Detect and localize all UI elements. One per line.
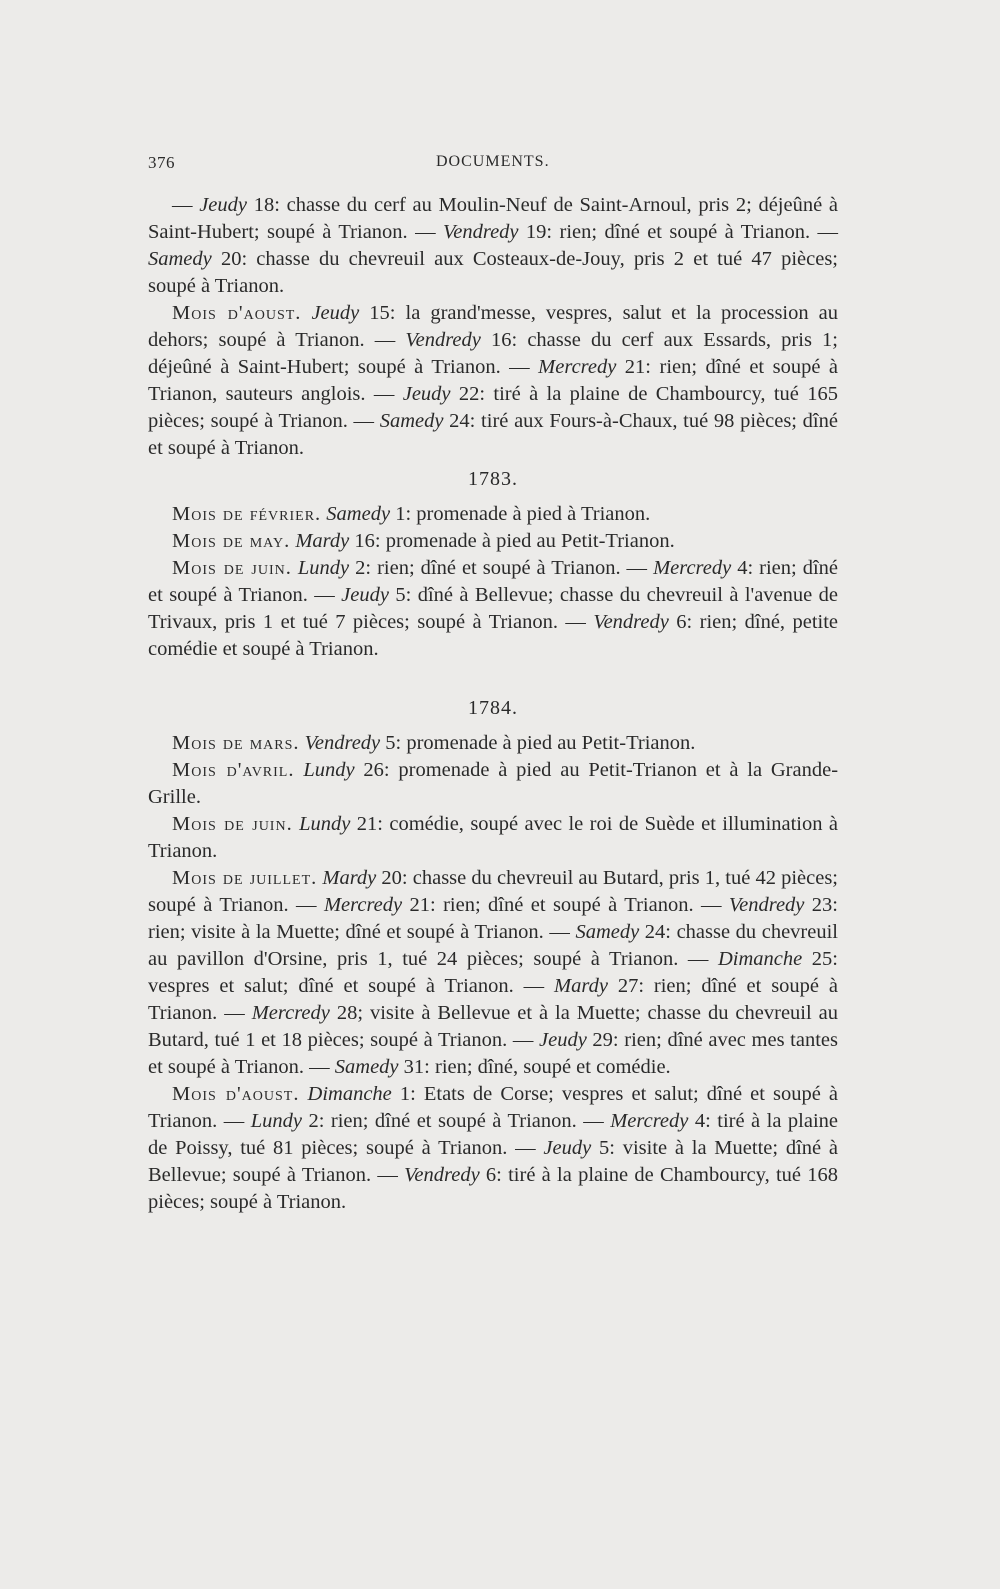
paragraph-july-1782-end: — Jeudy 18: chasse du cerf au Moulin-Neuf de Saint-Arnoul, pris 2; déjeûné à Saint-Hubert; soupé à Trianon. — Vendredy 19: rien; dîné et soupé à Trianon. — Samedy 20: chasse du chevreuil aux Costeaux-de-Jouy, pris 2 et tué 47 pièces; soupé à Trianon. xyxy=(148,194,838,297)
month-heading: Mois de juin. xyxy=(172,813,293,835)
day-name: Jeudy xyxy=(539,1029,587,1051)
day-name: Jeudy xyxy=(341,584,389,606)
month-heading: Mois de juillet. xyxy=(172,867,318,889)
paragraph-aoust-1784: Mois d'aoust. Dimanche 1: Etats de Corse; vespres et salut; dîné et soupé à Trianon. — Lundy 2: rien; dîné et soupé à Trianon. — Mercredy 4: tiré à la plaine de Poissy, tué 81 pièces; soupé à Trianon. — Jeudy 5: visite à la Muette; dîné à Bellevue; soupé à Trianon. — Vendredy 6: tiré à la plaine de Chambourcy, tué 168 pièces; soupé à Trianon. xyxy=(148,1083,839,1213)
month-heading: Mois de février. xyxy=(172,503,322,525)
day-name: Dimanche xyxy=(717,948,803,970)
day-name: Mercredy xyxy=(610,1110,689,1132)
day-name: Vendredy xyxy=(404,1164,480,1186)
day-name: Jeudy xyxy=(311,302,360,324)
paragraph-avril-1784: Mois d'avril. Lundy 26: promenade à pied au Petit-Trianon et à la Grande-Grille. xyxy=(148,759,839,808)
paragraph-may-1783: Mois de may. Mardy 16: promenade à pied au Petit-Trianon. xyxy=(172,530,675,552)
page-header xyxy=(148,153,838,183)
day-name: Mercredy xyxy=(251,1002,330,1024)
month-heading: Mois d'avril. xyxy=(172,759,295,781)
day-name: Jeudy xyxy=(199,194,247,216)
day-name: Lundy xyxy=(250,1110,302,1132)
day-name: Mercredy xyxy=(323,894,403,916)
day-name: Vendredy xyxy=(593,611,669,633)
page-number: 376 xyxy=(148,153,175,172)
paragraph-aoust-1782: Mois d'aoust. Jeudy 15: la grand'messe, vespres, salut et la procession au dehors; soupé à Trianon. — Vendredy 16: chasse du cerf aux Essards, pris 1; déjeûné à Saint-Hubert; soupé à Trianon. — Mercredy 21: rien; dîné et soupé à Trianon, sauteurs anglois. — Jeudy 22: tiré à la plaine de Chambourcy, tué 165 pièces; soupé à Trianon. — Samedy 24: tiré aux Fours-à-Chaux, tué 98 pièces; dîné et soupé à Trianon. xyxy=(148,302,839,459)
year-heading-1784: 1784. xyxy=(468,697,518,719)
month-heading: Mois d'aoust. xyxy=(172,302,302,324)
day-name: Samedy xyxy=(148,248,212,270)
day-name: Dimanche xyxy=(307,1083,392,1105)
day-name: Mardy xyxy=(295,530,350,552)
day-name: Samedy xyxy=(575,921,640,943)
month-heading: Mois d'aoust. xyxy=(172,1083,300,1105)
month-heading: Mois de juin. xyxy=(172,557,292,579)
day-name: Vendredy xyxy=(304,732,381,754)
month-heading: Mois de may. xyxy=(172,530,291,552)
day-name: Jeudy xyxy=(402,383,451,405)
paragraph-fevrier-1783: Mois de février. Samedy 1: promenade à pied à Trianon. xyxy=(172,503,651,525)
day-name: Samedy xyxy=(379,410,444,432)
day-name: Mercredy xyxy=(653,557,732,579)
day-name: Mardy xyxy=(322,867,377,889)
day-name: Vendredy xyxy=(728,894,805,916)
body-text xyxy=(148,192,838,1216)
running-head: DOCUMENTS. xyxy=(436,153,550,170)
day-name: Jeudy xyxy=(543,1137,592,1159)
day-name: Vendredy xyxy=(443,221,519,243)
day-name: Vendredy xyxy=(405,329,481,351)
day-name: Lundy xyxy=(297,557,350,579)
day-name: Samedy xyxy=(334,1056,399,1078)
day-name: Lundy xyxy=(299,813,351,835)
day-name: Mardy xyxy=(554,975,608,997)
day-name: Samedy xyxy=(326,503,391,525)
paragraph-mars-1784: Mois de mars. Vendredy 5: promenade à pied au Petit-Trianon. xyxy=(172,732,696,754)
year-heading-1783: 1783. xyxy=(468,468,518,490)
paragraph-juillet-1784: Mois de juillet. Mardy 20: chasse du chevreuil au Butard, pris 1, tué 42 pièces; soupé à Trianon. — Mercredy 21: rien; dîné et soupé à Trianon. — Vendredy 23: rien; visite à la Muette; dîné et soupé à Trianon. — Samedy 24: chasse du chevreuil au pavillon d'Orsine, pris 1, tué 24 pièces; soupé à Trianon. — Dimanche 25: vespres et salut; dîné et soupé à Trianon. — Mardy 27: rien; dîné et soupé à Trianon. — Mercredy 28; visite à Bellevue et à la Muette; chasse du chevreuil au Butard, tué 1 et 18 pièces; soupé à Trianon. — Jeudy 29: rien; dîné avec mes tantes et soupé à Trianon. — Samedy 31: rien; dîné, soupé et comédie. xyxy=(148,867,838,1078)
paragraph-juin-1784: Mois de juin. Lundy 21: comédie, soupé avec le roi de Suède et illumination à Trianon. xyxy=(148,813,838,862)
day-name: Lundy xyxy=(303,759,355,781)
paragraph-juin-1783: Mois de juin. Lundy 2: rien; dîné et soupé à Trianon. — Mercredy 4: rien; dîné et soupé à Trianon. — Jeudy 5: dîné à Bellevue; chasse du chevreuil à l'avenue de Trivaux, pris 1 et tué 7 pièces; soupé à Trianon. — Vendredy 6: rien; dîné, petite comédie et soupé à Trianon. xyxy=(148,557,839,660)
day-name: Mercredy xyxy=(538,356,617,378)
month-heading: Mois de mars. xyxy=(172,732,300,754)
